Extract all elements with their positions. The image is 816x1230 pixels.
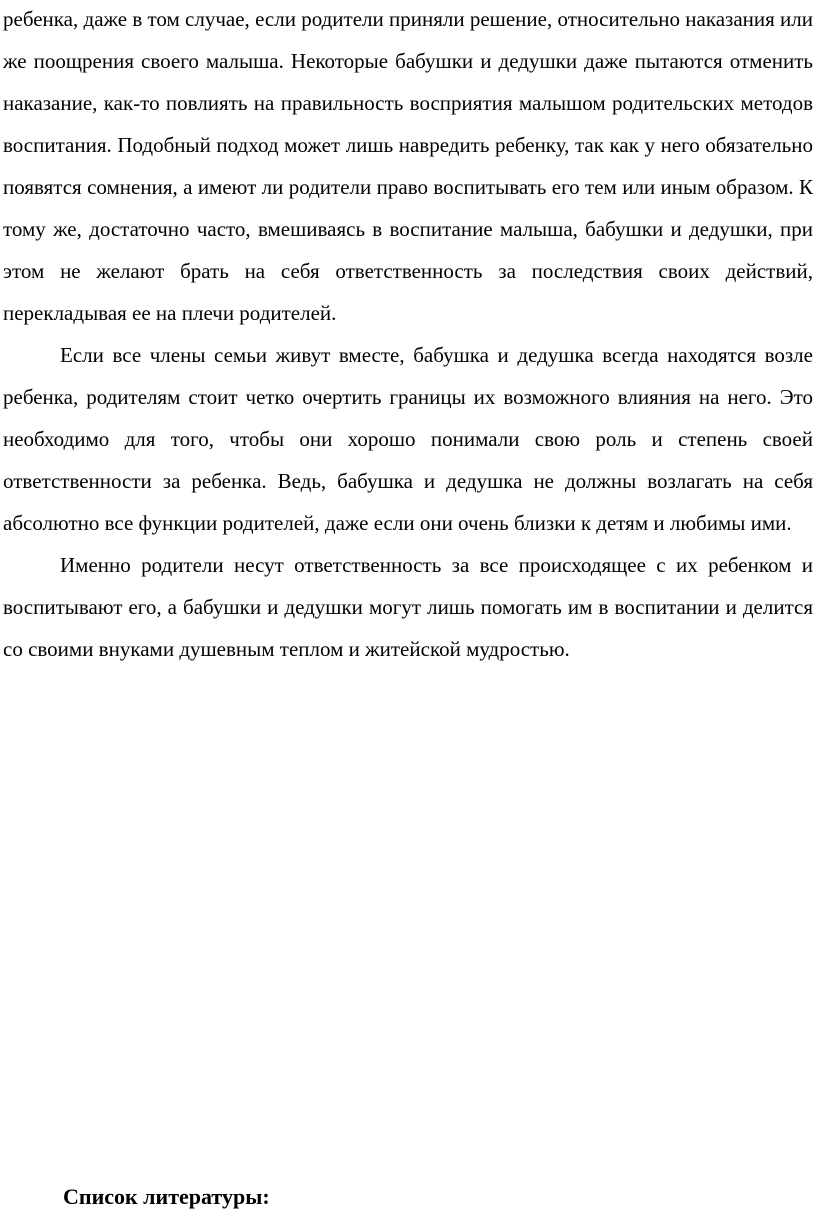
references-heading: Список литературы: bbox=[63, 1184, 270, 1209]
body-text bbox=[3, 0, 813, 670]
paragraph-3: Именно родители несут ответственность за все происходящее с их ребенком и воспитывают его, а бабушки и дедушки могут лишь помогать им в воспитании и делится со своими внуками душевным теплом и житейской мудростью. bbox=[3, 553, 813, 661]
paragraph-1: ребенка, даже в том случае, если родители приняли решение, относительно наказания или же поощрения своего малыша. Некоторые бабушки и дедушки даже пытаются отменить наказание, как-то повлиять на правильность восприятия малышом родительских методов воспитания. Подобный подход может лишь навредить ребенку, так как у него обязательно появятся сомнения, а имеют ли родители право воспитывать его тем или иным образом. К тому же, достаточно часто, вмешиваясь в воспитание малыша, бабушки и дедушки, при этом не желают брать на себя ответственность за последствия своих действий, перекладывая ее на плечи родителей. bbox=[3, 7, 813, 325]
paragraph-2: Если все члены семьи живут вместе, бабушка и дедушка всегда находятся возле ребенка, родителям стоит четко очертить границы их возможного влияния на него. Это необходимо для того, чтобы они хорошо понимали свою роль и степень своей ответственности за ребенка. Ведь, бабушка и дедушка не должны возлагать на себя абсолютно все функции родителей, даже если они очень близки к детям и любимы ими. bbox=[3, 343, 813, 535]
